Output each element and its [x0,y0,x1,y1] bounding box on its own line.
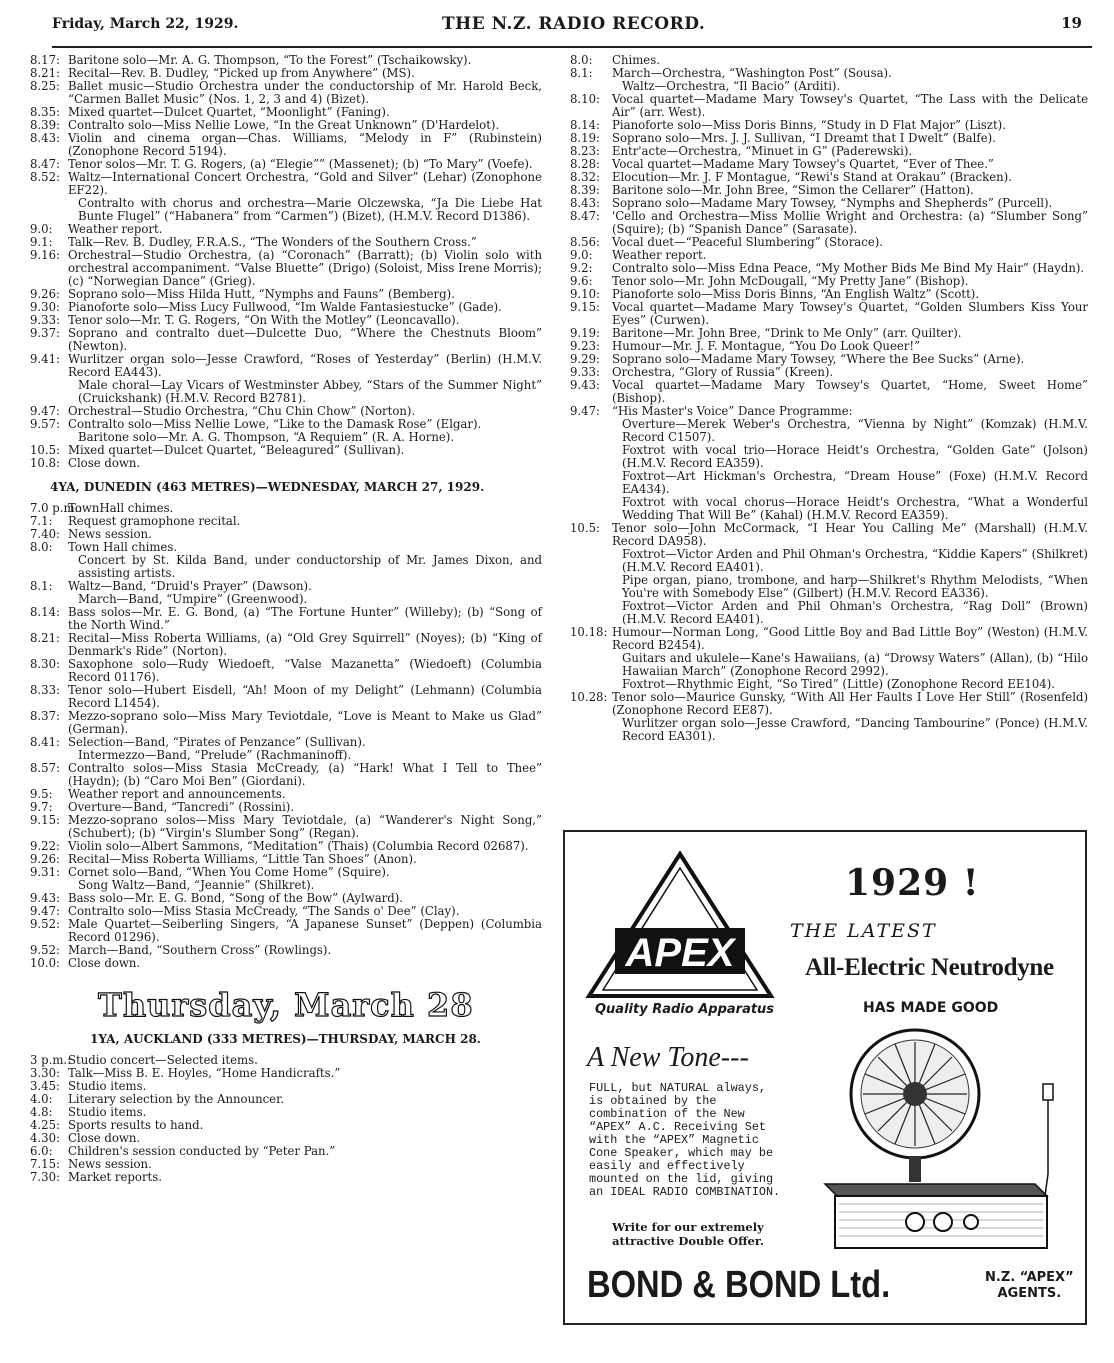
entry-time: 9.5: [30,787,53,801]
entry-text: Tenor solo—Mr. John McDougall, “My Pretty Jane” (Bishop). [612,274,969,288]
entry-time: 8.14: [570,118,600,132]
entry-time: 8.30: [30,657,60,671]
issue-date: Friday, March 22, 1929. [52,16,239,32]
program-entry [570,574,1088,600]
page-number: 19 [1061,14,1082,32]
entry-text: Saxophone solo—Rudy Wiedoeft, “Valse Mazanetta” (Wiedoeft) (Columbia Record 01176). [68,657,542,684]
entry-text: Vocal duet—“Peaceful Slumbering” (Storace). [612,235,884,249]
ad-new-tone: A New Tone--- [587,1042,749,1073]
program-entry [30,353,542,379]
program-entry [30,762,542,788]
program-entry [30,554,542,580]
program-entry [30,327,542,353]
entry-text: Waltz—International Concert Orchestra, “Gold and Silver” (Lehar) (Zonophone EF22). [68,170,542,197]
entry-time: 8.43: [570,196,600,210]
program-entry [30,814,542,840]
entry-text: Violin and cinema organ—Chas. Williams, “Melody in F” (Rubinstein) (Zonophone Record 5194). [68,131,542,158]
entry-time: 9.33: [570,365,600,379]
entry-text: Entr'acte—Orchestra, “Minuet in G” (Paderewski). [612,144,913,158]
entry-time: 8.33: [30,683,60,697]
program-entry [570,496,1088,522]
entry-time: 9.33: [30,313,60,327]
entry-time: 8.0: [30,540,53,554]
program-entry [570,301,1088,327]
entry-text: “His Master's Voice” Dance Programme: [612,404,853,418]
entry-text: Close down. [68,456,141,470]
entry-time: 4.30: [30,1131,60,1145]
entry-text: TownHall chimes. [68,501,174,515]
entry-time: 9.41: [30,352,60,366]
entry-text: Orchestral—Studio Orchestra, “Chu Chin Chow” (Norton). [68,404,416,418]
radio-speaker-icon [805,1024,1065,1264]
entry-time: 8.39: [570,183,600,197]
entry-time: 9.0: [30,222,53,236]
entry-text: Waltz—Orchestra, “Il Bacio” (Arditi). [622,79,841,93]
entry-text: Orchestra, “Glory of Russia” (Kreen). [612,365,834,379]
entry-time: 7.30: [30,1170,60,1184]
entry-time: 8.32: [570,170,600,184]
ad-agents [985,1270,1074,1302]
entry-time: 9.26: [30,287,60,301]
publication-title: THE N.Z. RADIO RECORD. [442,14,706,34]
entry-text: Foxtrot with vocal trio—Horace Heidt's Orchestra, “Golden Gate” (Jolson) (H.M.V. Record EA359). [622,443,1088,470]
entry-text: March—Band, “Southern Cross” (Rowlings). [68,943,332,957]
entry-time: 9.16: [30,248,60,262]
entry-text: Wurlitzer organ solo—Jesse Crawford, “Dancing Tambourine” (Ponce) (H.M.V. Record EA301). [622,716,1088,743]
entry-text: Baritone solo—Mr. A. G. Thompson, “To the Forest” (Tschaikowsky). [68,53,472,67]
entry-text: Vocal quartet—Madame Mary Towsey's Quartet, “Golden Slumbers Kiss Your Eyes” (Curwen). [612,300,1088,327]
entry-time: 9.43: [570,378,600,392]
entry-time: 8.1: [30,579,53,593]
entry-text: Soprano solo—Madame Mary Towsey, “Nymphs and Shepherds” (Purcell). [612,196,1053,210]
entry-time: 9.31: [30,865,60,879]
entry-text: Contralto solo—Miss Nellie Lowe, “Like to the Damask Rose” (Elgar). [68,417,482,431]
entry-text: Soprano solo—Mrs. J. J. Sullivan, “I Dreamt that I Dwelt” (Balfe). [612,131,996,145]
thursday-title: Thursday, March 28 [98,986,474,1024]
ad-tagline: Quality Radio Apparatus [595,1002,775,1017]
entry-time: 10.18: [570,625,608,639]
entry-time: 9.1: [30,235,53,249]
entry-text: Sports results to hand. [68,1118,204,1132]
program-entry [30,197,542,223]
entry-text: Close down. [68,1131,141,1145]
entry-text: Recital—Miss Roberta Williams, (a) “Old Grey Squirrell” (Noyes); (b) “King of Denmark's Ride” (Norton). [68,631,542,658]
agents-line-2: AGENTS. [997,1286,1062,1301]
entry-time: 7.0 p.m.: [30,501,83,515]
entry-text: Baritone solo—Mr. A. G. Thompson, “A Requiem” (R. A. Horne). [78,430,455,444]
entry-time: 8.41: [30,735,60,749]
entry-time: 9.52: [30,943,60,957]
entry-time: 9.52: [30,917,60,931]
entry-text: Foxtrot—Art Hickman's Orchestra, “Dream House” (Foxe) (H.M.V. Record EA434). [622,469,1088,496]
entry-text: Request gramophone recital. [68,514,241,528]
program-entry [30,632,542,658]
ad-company: BOND & BOND Ltd. [587,1264,891,1306]
entry-text: Contralto solo—Miss Edna Peace, “My Mother Bids Me Bind My Hair” (Haydn). [612,261,1085,275]
program-entry [30,457,542,470]
right-column [570,54,1088,743]
program-entry [570,379,1088,405]
program-entry [30,710,542,736]
entry-time: 8.0: [570,53,593,67]
program-entry [570,470,1088,496]
entry-text: Children's session conducted by “Peter Pan.” [68,1144,336,1158]
entry-time: 9.15: [570,300,600,314]
entry-text: Humour—Norman Long, “Good Little Boy and Bad Little Boy” (Weston) (H.M.V. Record B2454). [612,625,1088,652]
entry-time: 8.23: [570,144,600,158]
entry-text: Overture—Merek Weber's Orchestra, “Vienna by Night” (Komzak) (H.M.V. Record C1507). [622,417,1088,444]
entry-text: Ballet music—Studio Orchestra under the conductorship of Mr. Harold Beck, “Carmen Ballet Music” (Nos. 1, 2, 3 and 4) (Bizet). [68,79,542,106]
entry-text: Studio concert—Selected items. [68,1053,258,1067]
entry-text: Studio items. [68,1105,147,1119]
entry-text: Soprano and contralto duet—Dulcette Duo, “Where the Chestnuts Bloom” (Newton). [68,326,542,353]
entry-time: 8.10: [570,92,600,106]
program-entry [570,717,1088,743]
entry-text: Pianoforte solo—Miss Lucy Fullwood, “Im Walde Fantasiestucke” (Gade). [68,300,502,314]
ad-year: 1929 ! [845,862,980,904]
entry-text: Orchestral—Studio Orchestra, (a) “Coronach” (Barratt); (b) Violin solo with orchestral accompaniment. “Valse Bluette” (Drigo) (Soloist, Miss Irene Morris); (c) “Norwegian Dance” (Grieg). [68,248,542,288]
entry-time: 10.28: [570,690,608,704]
entry-time: 4.8: [30,1105,53,1119]
entry-time: 4.25: [30,1118,60,1132]
entry-text: News session. [68,1157,152,1171]
entry-text: News session. [68,527,152,541]
entry-time: 8.56: [570,235,600,249]
entry-time: 9.15: [30,813,60,827]
entry-time: 8.1: [570,66,593,80]
program-entry [30,658,542,684]
entry-text: Soprano solo—Madame Mary Towsey, “Where the Bee Sucks” (Arne). [612,352,1025,366]
entry-text: Pianoforte solo—Miss Doris Binns, “Study in D Flat Major” (Liszt). [612,118,1006,132]
entry-text: Town Hall chimes. [68,540,178,554]
entry-text: Bass solos—Mr. E. G. Bond, (a) “The Fortune Hunter” (Willeby); (b) “Song of the North Wind.” [68,605,542,632]
program-entry [30,684,542,710]
entry-time: 9.6: [570,274,593,288]
entry-text: Chimes. [612,53,660,67]
left-column [30,54,542,1184]
entry-time: 9.47: [30,904,60,918]
entry-text: Baritone solo—Mr. John Bree, “Simon the Cellarer” (Hatton). [612,183,974,197]
entry-text: Pipe organ, piano, trombone, and harp—Shilkret's Rhythm Melodists, “When You're with Somebody Else” (Gilbert) (H.M.V. Record EA336). [622,573,1088,600]
entry-text: Tenor solo—Hubert Eisdell, “Ah! Moon of my Delight” (Lehmann) (Columbia Record L1454). [68,683,542,710]
entry-time: 9.29: [570,352,600,366]
program-entry [30,132,542,158]
entry-text: Guitars and ukulele—Kane's Hawaiians, (a) “Drowsy Waters” (Allan), (b) “Hilo Hawaiian March” (Zonophone Record 2992). [622,651,1088,678]
entry-text: Intermezzo—Band, “Prelude” (Rachmaninoff). [78,748,352,762]
entry-time: 8.47: [570,209,600,223]
program-list-right [570,54,1088,743]
program-list-continued [30,54,542,470]
entry-time: 6.0: [30,1144,53,1158]
entry-time: 4.0: [30,1092,53,1106]
entry-text: Mixed quartet—Dulcet Quartet, “Beleagured” (Sullivan). [68,443,405,457]
entry-time: 8.28: [570,157,600,171]
entry-text: Vocal quartet—Madame Mary Towsey's Quartet, “Ever of Thee.” [612,157,994,171]
entry-time: 9.47: [30,404,60,418]
entry-text: Humour—Mr. J. F. Montague, “You Do Look Queer!” [612,339,921,353]
entry-text: Vocal quartet—Madame Mary Towsey's Quartet, “Home, Sweet Home” (Bishop). [612,378,1088,405]
entry-text: March—Band, “Umpire” (Greenwood). [78,592,308,606]
entry-time: 8.47: [30,157,60,171]
header-rule [52,46,1092,48]
entry-text: Weather report. [68,222,163,236]
program-entry [570,418,1088,444]
entry-time: 9.19: [570,326,600,340]
entry-time: 9.30: [30,300,60,314]
entry-text: Mezzo-soprano solos—Miss Mary Teviotdale, (a) “Wanderer's Night Song,” (Schubert); (b) “Virgin's Slumber Song” (Regan). [68,813,542,840]
entry-time: 9.0: [570,248,593,262]
entry-time: 8.37: [30,709,60,723]
entry-text: Pianoforte solo—Miss Doris Binns, “An English Waltz” (Scott). [612,287,980,301]
entry-time: 9.22: [30,839,60,853]
entry-text: Weather report. [612,248,707,262]
entry-text: Studio items. [68,1079,147,1093]
ad-made-good: HAS MADE GOOD [863,1000,999,1016]
program-entry [570,444,1088,470]
entry-text: Tenor solos—Mr. T. G. Rogers, (a) “Elegie”” (Massenet); (b) “To Mary” (Voefe). [68,157,533,171]
entry-text: Recital—Miss Roberta Williams, “Little Tan Shoes” (Anon). [68,852,417,866]
program-entry [30,1171,542,1184]
entry-time: 9.7: [30,800,53,814]
agents-line-1: N.Z. “APEX” [985,1270,1074,1285]
entry-time: 3 p.m.: [30,1053,72,1067]
entry-time: 8.43: [30,131,60,145]
program-entry [570,522,1088,548]
page-header [52,8,1092,34]
program-entry [30,957,542,970]
entry-time: 8.25: [30,79,60,93]
auckland-heading: 1YA, AUCKLAND (333 METRES)—THURSDAY, MARCH 28. [90,1032,481,1046]
entry-text: 'Cello and Orchestra—Miss Mollie Wright and Orchestra: (a) “Slumber Song” (Squire); (b) “Spanish Dance” (Sarasate). [612,209,1088,236]
entry-time: 10.5: [30,443,60,457]
entry-text: Tenor solo—John McCormack, “I Hear You Calling Me” (Marshall) (H.M.V. Record DA958). [612,521,1088,548]
entry-text: Talk—Rev. B. Dudley, F.R.A.S., “The Wonders of the Southern Cross.” [68,235,477,249]
entry-text: Foxtrot—Victor Arden and Phil Ohman's Orchestra, “Rag Doll” (Brown) (H.M.V. Record EA401). [622,599,1088,626]
entry-time: 7.40: [30,527,60,541]
entry-time: 8.17: [30,53,60,67]
program-list-auckland [30,1054,542,1184]
entry-text: March—Orchestra, “Washington Post” (Sousa). [612,66,892,80]
entry-text: Literary selection by the Announcer. [68,1092,285,1106]
program-entry [30,918,542,944]
entry-text: Cornet solo—Band, “When You Come Home” (Squire). [68,865,390,879]
entry-text: Waltz—Band, “Druid's Prayer” (Dawson). [68,579,312,593]
program-list-dunedin [30,502,542,970]
entry-text: Foxtrot—Rhythmic Eight, “So Tired” (Little) (Zonophone Record EE104). [622,677,1055,691]
program-entry [30,379,542,405]
entry-time: 9.57: [30,417,60,431]
entry-text: Mixed quartet—Dulcet Quartet, “Moonlight” (Faning). [68,105,390,119]
entry-text: Contralto solo—Miss Stasia McCready, “The Sands o' Dee” (Clay). [68,904,460,918]
entry-text: Wurlitzer organ solo—Jesse Crawford, “Roses of Yesterday” (Berlin) (H.M.V. Record EA443). [68,352,542,379]
entry-time: 9.10: [570,287,600,301]
entry-text: Talk—Miss B. E. Hoyles, “Home Handicrafts.” [68,1066,341,1080]
entry-text: Song Waltz—Band, “Jeannie” (Shilkret). [78,878,315,892]
entry-text: Foxtrot—Victor Arden and Phil Ohman's Orchestra, “Kiddie Kapers” (Shilkret) (H.M.V. Record EA401). [622,547,1088,574]
entry-text: Male Quartet—Seiberling Singers, “A Japanese Sunset” (Deppen) (Columbia Record 01296). [68,917,542,944]
entry-time: 9.43: [30,891,60,905]
logo-word: APEX [625,931,735,975]
entry-time: 8.35: [30,105,60,119]
entry-text: Weather report and announcements. [68,787,286,801]
entry-time: 9.23: [570,339,600,353]
entry-time: 8.52: [30,170,60,184]
ad-product-name: All-Electric Neutrodyne [805,954,1054,981]
entry-text: Recital—Rev. B. Dudley, “Picked up from Anywhere” (MS). [68,66,415,80]
entry-time: 7.1: [30,514,53,528]
entry-text: Market reports. [68,1170,162,1184]
entry-time: 8.14: [30,605,60,619]
entry-text: Contralto solo—Miss Nellie Lowe, “In the Great Unknown” (D'Hardelot). [68,118,500,132]
entry-text: Bass solo—Mr. E. G. Bond, “Song of the Bow” (Aylward). [68,891,404,905]
entry-time: 8.57: [30,761,60,775]
entry-time: 9.37: [30,326,60,340]
entry-text: Tenor solo—Mr. T. G. Rogers, “On With the Motley” (Leoncavallo). [68,313,460,327]
program-entry [570,626,1088,652]
entry-text: Baritone—Mr. John Bree, “Drink to Me Only” (arr. Quilter). [612,326,962,340]
entry-text: Foxtrot with vocal chorus—Horace Heidt's Orchestra, “What a Wonderful Wedding That Will Be” (Kahal) (H.M.V. Record EA359). [622,495,1088,522]
entry-text: Contralto solos—Miss Stasia McCready, (a) “Hark! What I Tell to Thee” (Haydn); (b) “Caro Moi Ben” (Giordani). [68,761,542,788]
ad-latest: THE LATEST [790,920,937,942]
program-entry [30,171,542,197]
entry-time: 10.0: [30,956,60,970]
entry-text: Selection—Band, “Pirates of Penzance” (Sullivan). [68,735,366,749]
entry-time: 7.15: [30,1157,60,1171]
apex-logo-icon [585,850,775,1000]
entry-text: Male choral—Lay Vicars of Westminster Abbey, “Stars of the Summer Night” (Cruickshank) (H.M.V. Record B2781). [78,378,542,405]
apex-advertisement [563,830,1087,1325]
program-entry [570,548,1088,574]
entry-time: 8.21: [30,66,60,80]
entry-time: 8.39: [30,118,60,132]
program-entry [570,691,1088,717]
entry-time: 9.26: [30,852,60,866]
entry-text: Close down. [68,956,141,970]
entry-text: Mezzo-soprano solo—Miss Mary Teviotdale, “Love is Meant to Make us Glad” (German). [68,709,542,736]
entry-text: Concert by St. Kilda Band, under conductorship of Mr. James Dixon, and assisting artists. [78,553,542,580]
entry-time: 9.47: [570,404,600,418]
entry-text: Vocal quartet—Madame Mary Towsey's Quartet, “The Lass with the Delicate Air” (arr. West). [612,92,1088,119]
entry-text: Contralto with chorus and orchestra—Marie Olczewska, “Ja Die Liebe Hat Bunte Flugel” (“Habanera” from “Carmen”) (Bizet), (H.M.V. Record D1386). [78,196,542,223]
ad-offer: Write for our extremely attractive Double Offer. [612,1220,764,1248]
entry-time: 8.19: [570,131,600,145]
ad-body-text: FULL, but NATURAL always, is obtained by the combination of the New “APEX” A.C. Receiving Set with the “APEX” Magnetic Cone Speaker, which may be easily and effectively mounted on the lid, giving an IDEAL RADIO COMBINATION. [589,1081,781,1199]
entry-time: 10.8: [30,456,60,470]
program-entry [30,80,542,106]
entry-time: 3.45: [30,1079,60,1093]
program-entry [570,93,1088,119]
entry-time: 8.21: [30,631,60,645]
program-entry [30,606,542,632]
entry-text: Tenor solo—Maurice Gunsky, “With All Her Faults I Love Her Still” (Rosenfeld) (Zonophone Record EE87). [612,690,1088,717]
entry-time: 3.30: [30,1066,60,1080]
program-entry [570,210,1088,236]
entry-text: Elocution—Mr. J. F Montague, “Rewi's Stand at Orakau” (Bracken). [612,170,1012,184]
program-entry [570,600,1088,626]
entry-text: Violin solo—Albert Sammons, “Meditation” (Thais) (Columbia Record 02687). [68,839,529,853]
program-entry [30,249,542,288]
program-entry [570,652,1088,678]
entry-text: Soprano solo—Miss Hilda Hutt, “Nymphs and Fauns” (Bemberg). [68,287,455,301]
dunedin-heading: 4YA, DUNEDIN (463 METRES)—WEDNESDAY, MARCH 27, 1929. [50,480,485,494]
entry-time: 9.2: [570,261,593,275]
entry-text: Overture—Band, “Tancredi” (Rossini). [68,800,295,814]
entry-time: 10.5: [570,521,600,535]
